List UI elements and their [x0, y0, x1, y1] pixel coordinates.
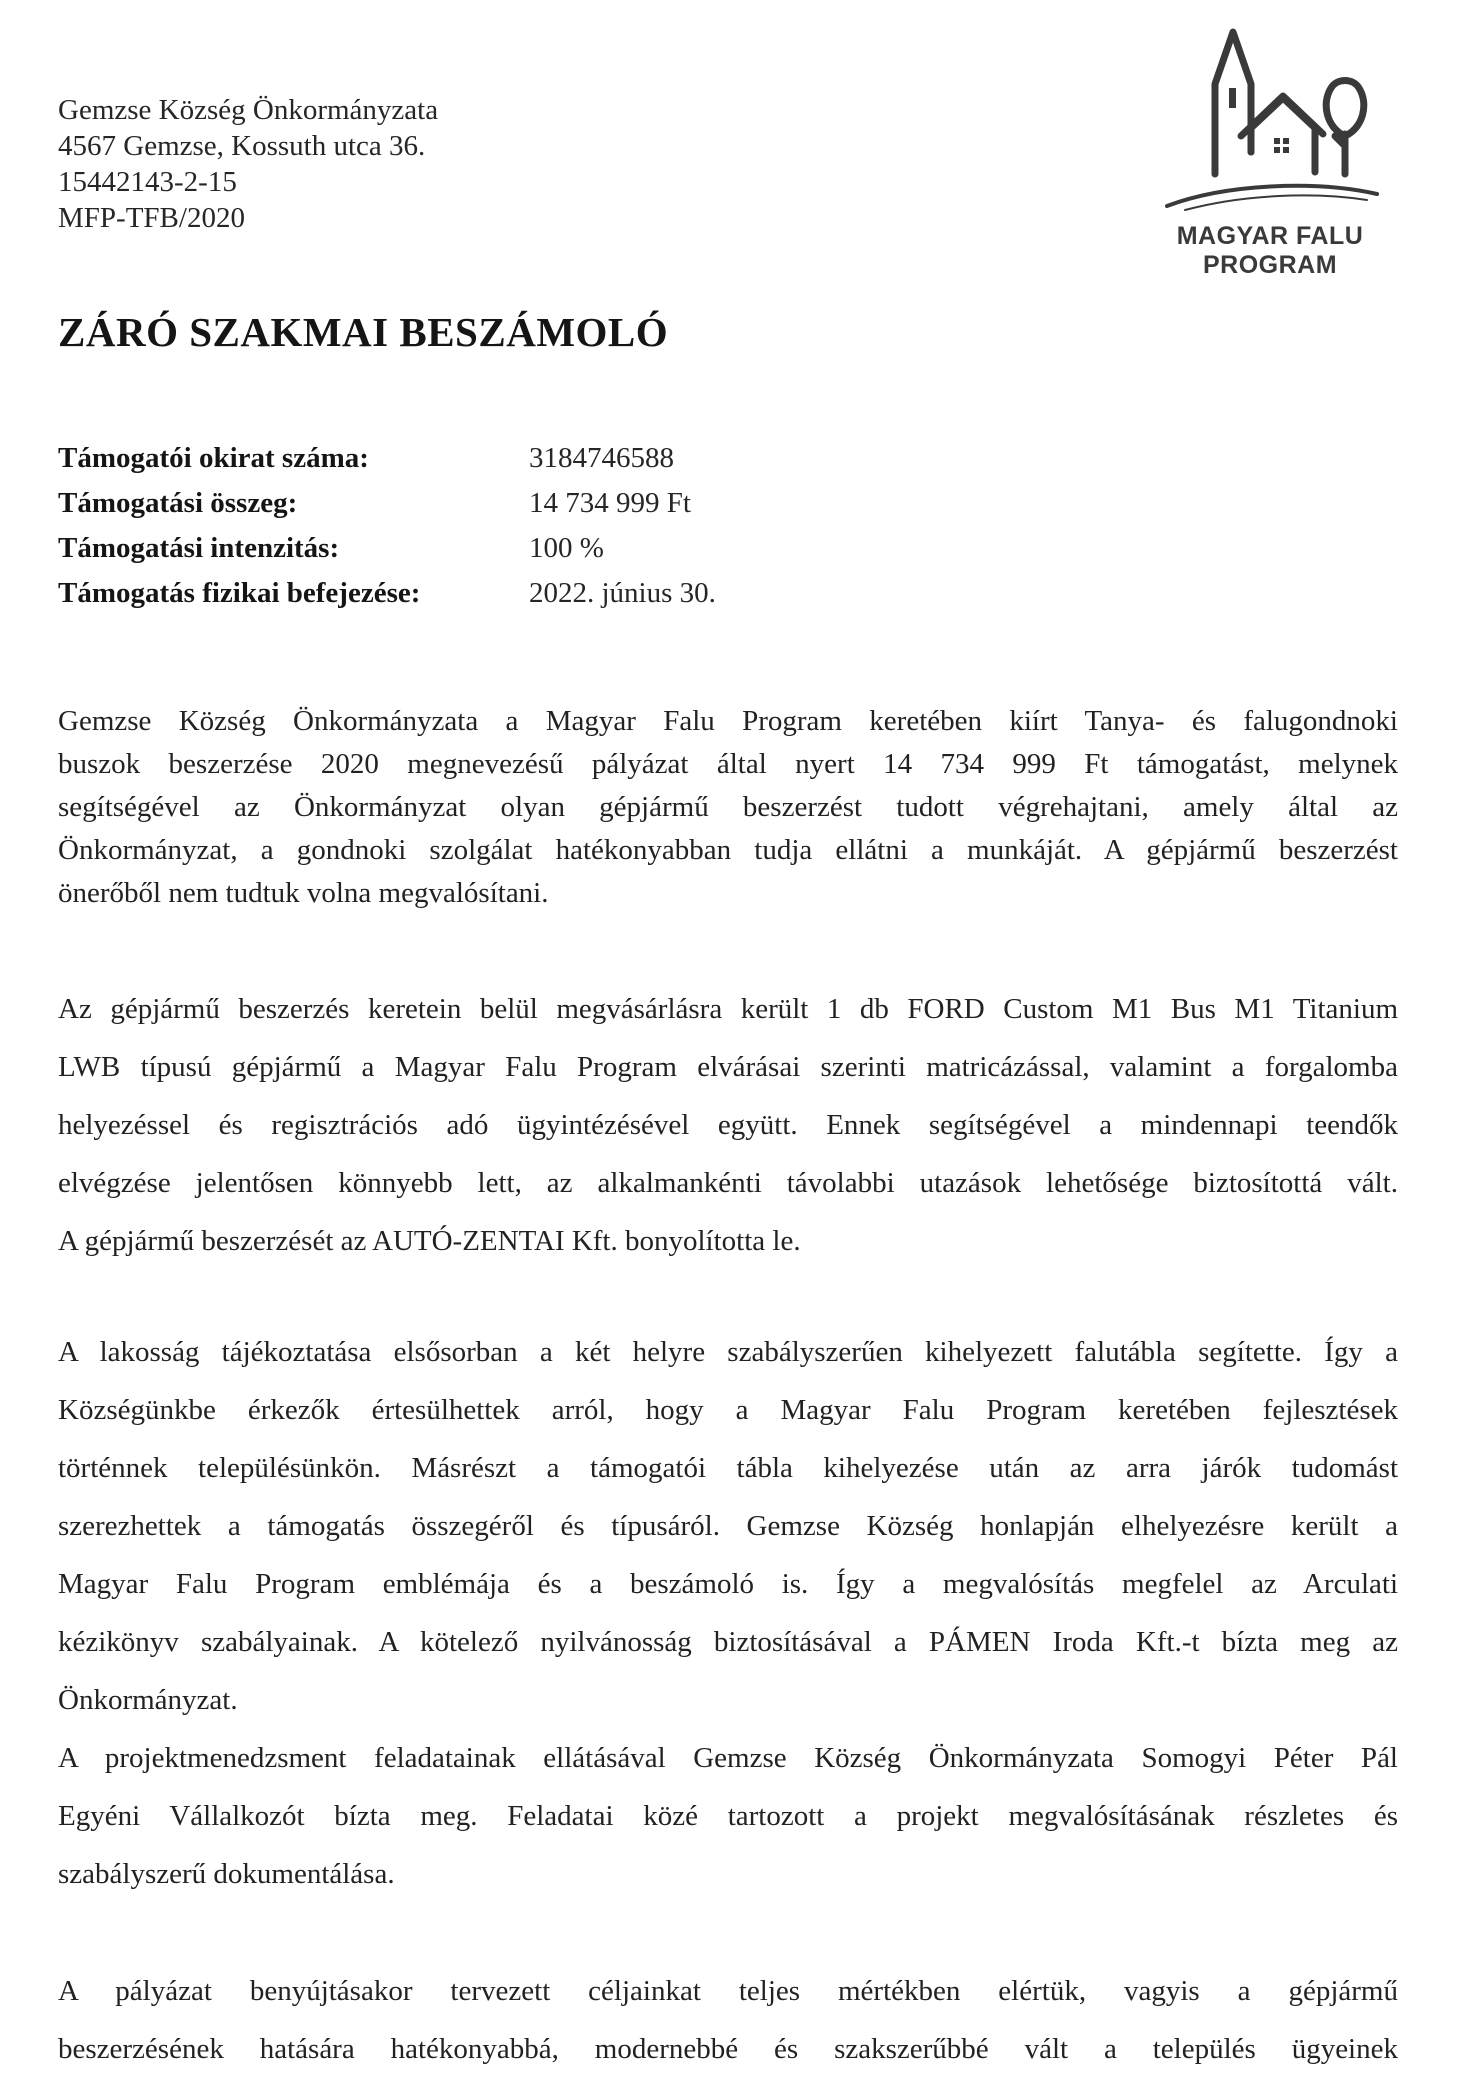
magyar-falu-program-logo — [1155, 24, 1385, 294]
paragraph-line: A gépjármű beszerzését az AUTÓ-ZENTAI Kft. bonyolította le. — [58, 1225, 801, 1257]
paragraph-summary — [58, 700, 1398, 915]
paragraph-vehicle-purchase — [58, 980, 1398, 1270]
paragraph-line: Az gépjármű beszerzés keretein belül megvásárlásra került 1 db FORD Custom M1 Bus M1 Titanium — [58, 993, 1398, 1025]
paragraph-line: Gemzse Község Önkormányzata a Magyar Falu Program keretében kiírt Tanya- és falugondnoki — [58, 705, 1398, 737]
paragraph-line: Egyéni Vállalkozót bízta meg. Feladatai közé tartozott a projekt megvalósításának részletes és — [58, 1800, 1398, 1832]
detail-label: Támogatás fizikai befejezése: — [58, 577, 421, 609]
paragraph-line: LWB típusú gépjármű a Magyar Falu Program elvárásai szerinti matricázással, valamint a forgalomba — [58, 1051, 1398, 1083]
paragraph-line: Községünkbe érkezők értesülhettek arról, hogy a Magyar Falu Program keretében fejlesztések — [58, 1394, 1398, 1426]
paragraph-line: A pályázat benyújtásakor tervezett céljainkat teljes mértékben elértük, vagyis a gépjármű — [58, 1975, 1398, 2007]
sender-tax-number: 15442143-2-15 — [58, 166, 237, 198]
paragraph-line: Magyar Falu Program emblémája és a beszámoló is. Így a megvalósítás megfelel az Arculati — [58, 1568, 1398, 1600]
detail-label: Támogatási intenzitás: — [58, 532, 340, 564]
paragraph-line: Önkormányzat, a gondnoki szolgálat hatékonyabban tudja ellátni a munkáját. A gépjármű beszerzést — [58, 834, 1398, 866]
paragraph-line: beszerzésének hatására hatékonyabbá, modernebbé és szakszerűbbé vált a település ügyeinek — [58, 2033, 1398, 2065]
logo-text-line-2: PROGRAM — [1202, 251, 1338, 279]
village-church-house-tree-icon — [1155, 24, 1385, 214]
paragraph-line: kézikönyv szabályainak. A kötelező nyilvánosság biztosításával a PÁMEN Iroda Kft.-t bízta meg az — [58, 1626, 1398, 1658]
paragraph-line: Önkormányzat. — [58, 1684, 238, 1716]
paragraph-publicity — [58, 1323, 1398, 1903]
paragraph-line: A projektmenedzsment feladatainak ellátásával Gemzse Község Önkormányzata Somogyi Péter Pál — [58, 1742, 1398, 1774]
paragraph-line: segítségével az Önkormányzat olyan gépjármű beszerzést tudott végrehajtani, amely által az — [58, 791, 1398, 823]
sender-name: Gemzse Község Önkormányzata — [58, 94, 439, 126]
document-title: ZÁRÓ SZAKMAI BESZÁMOLÓ — [58, 309, 669, 355]
sender-address: 4567 Gemzse, Kossuth utca 36. — [58, 130, 426, 162]
detail-label: Támogatási összeg: — [58, 487, 298, 519]
paragraph-line: A lakosság tájékoztatása elsősorban a két helyre szabályszerűen kihelyezett falutábla segítette. Így a — [58, 1336, 1398, 1368]
paragraph-line: helyezéssel és regisztrációs adó ügyintézésével együtt. Ennek segítségével a mindennapi teendők — [58, 1109, 1398, 1141]
detail-value: 2022. június 30. — [529, 577, 716, 609]
detail-value: 100 % — [529, 532, 604, 564]
paragraph-line: elvégzése jelentősen könnyebb lett, az alkalmankénti távolabbi utazások lehetősége biztosítottá vált. — [58, 1167, 1398, 1199]
paragraph-conclusion — [58, 1962, 1398, 2078]
paragraph-line: szerezhettek a támogatás összegéről és típusáról. Gemzse Község honlapján elhelyezésre került a — [58, 1510, 1398, 1542]
paragraph-line: önerőből nem tudtuk volna megvalósítani. — [58, 877, 549, 909]
detail-value: 3184746588 — [529, 442, 674, 474]
detail-label: Támogatói okirat száma: — [58, 442, 369, 474]
sender-reference: MFP-TFB/2020 — [58, 202, 245, 234]
detail-value: 14 734 999 Ft — [529, 487, 691, 519]
paragraph-line: szabályszerű dokumentálása. — [58, 1858, 395, 1890]
logo-text-line-1: MAGYAR FALU — [1176, 222, 1364, 250]
paragraph-line: buszok beszerzése 2020 megnevezésű pályázat által nyert 14 734 999 Ft támogatást, melynek — [58, 748, 1398, 780]
sender-address-block — [58, 92, 438, 236]
paragraph-line: történnek településünkön. Másrészt a támogatói tábla kihelyezése után az arra járók tudomást — [58, 1452, 1398, 1484]
